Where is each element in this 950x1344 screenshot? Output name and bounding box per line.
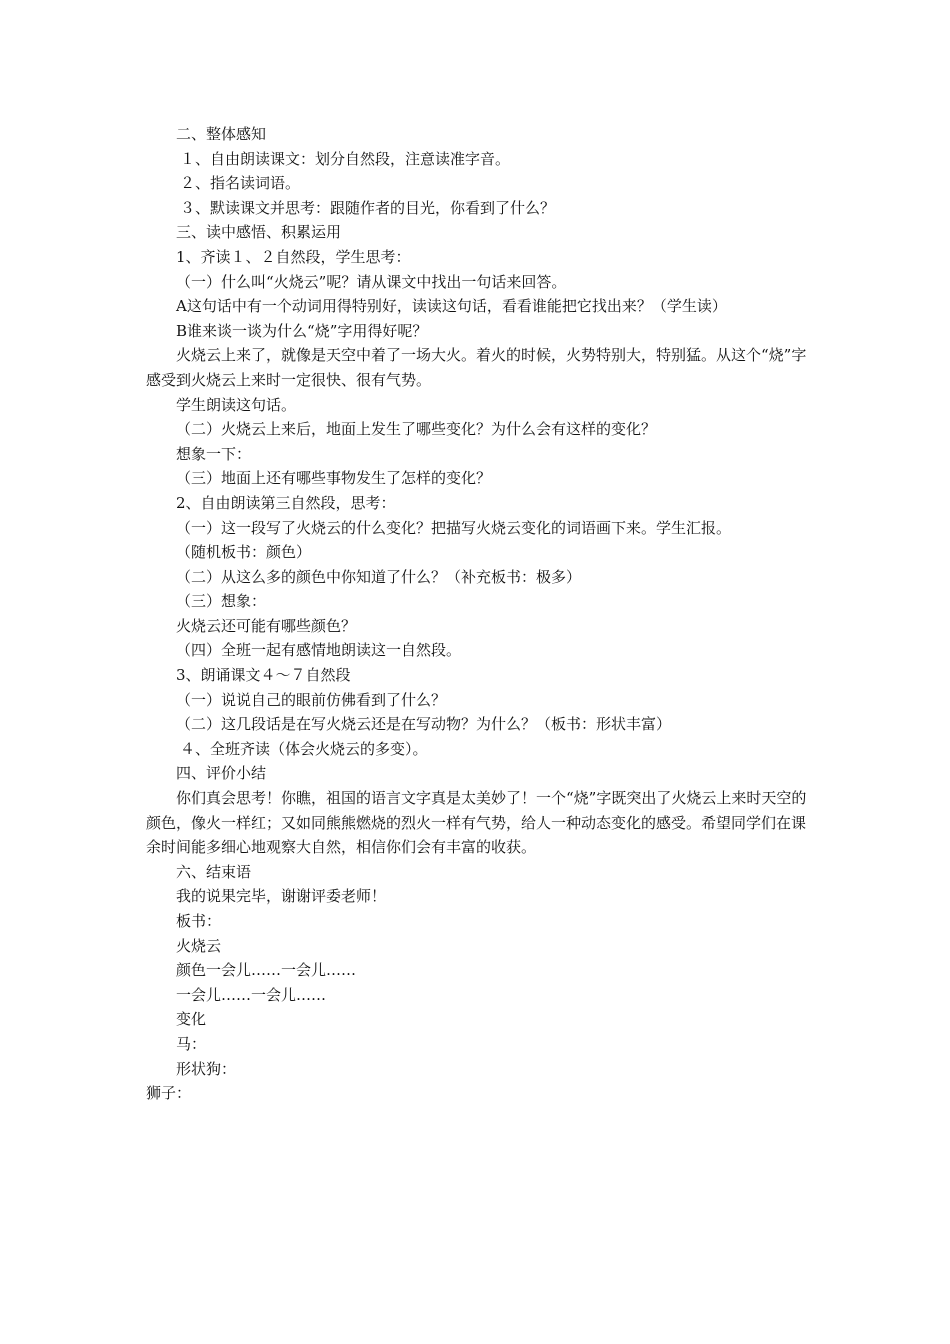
board-item: 一会儿……一会儿…… <box>176 985 327 1004</box>
list-item: （三）地面上还有哪些事物发生了怎样的变化？ <box>176 469 492 488</box>
paragraph: 你们真会思考！你瞧，祖国的语言文字真是太美妙了！一个“烧”字既突出了火烧云上来时天空的颜色，像火一样红；又如同熊熊燃烧的烈火一样有气势，给人一种动态变化的感受。希望同学们在课余时间能多细心地观察大自然，相信你们会有丰富的收获。 <box>146 789 807 857</box>
section-heading-overall-perception: 二、整体感知 <box>176 125 267 143</box>
list-item: （随机板书：颜色） <box>176 543 312 562</box>
section-heading-reading-comprehension: 三、读中感悟、积累运用 <box>176 223 342 242</box>
list-item: （三）想象： <box>176 592 267 611</box>
list-item: 想象一下： <box>176 444 252 463</box>
list-item: ２、指名读词语。 <box>180 174 301 193</box>
list-item: （一）说说自己的眼前仿佛看到了什么？ <box>176 690 447 709</box>
list-item: 1、齐读１、２自然段，学生思考： <box>176 247 411 266</box>
list-item: B谁来谈一谈为什么“烧”字用得好呢？ <box>176 321 428 340</box>
board-item: 变化 <box>176 1010 207 1029</box>
board-heading: 板书： <box>176 912 222 930</box>
list-item: A这句话中有一个动词用得特别好，读读这句话，看看谁能把它找出来？（学生读） <box>176 297 727 316</box>
section-heading-summary: 四、评价小结 <box>176 764 267 783</box>
board-item: 狮子： <box>146 1084 192 1103</box>
paragraph: 火烧云上来了，就像是天空中着了一场大火。着火的时候，火势特别大，特别猛。从这个“烧”字感受到火烧云上来时一定很快、很有气势。 <box>146 346 807 389</box>
list-item: （四）全班一起有感情地朗读这一自然段。 <box>176 641 462 660</box>
list-item: 学生朗读这句话。 <box>176 395 297 414</box>
list-item: ３、默读课文并思考：跟随作者的目光，你看到了什么？ <box>180 198 556 217</box>
list-item: （二）火烧云上来后，地面上发生了哪些变化？为什么会有这样的变化？ <box>176 420 657 439</box>
list-item: （一）这一段写了火烧云的什么变化？把描写火烧云变化的词语画下来。学生汇报。 <box>176 518 732 537</box>
list-item: （一）什么叫“火烧云”呢？请从课文中找出一句话来回答。 <box>176 272 567 291</box>
list-item: 火烧云还可能有哪些颜色？ <box>176 616 357 635</box>
list-item: １、自由朗读课文：划分自然段，注意读准字音。 <box>180 149 511 168</box>
document-body <box>146 122 816 1106</box>
list-item: （二）从这么多的颜色中你知道了什么？（补充板书：极多） <box>176 567 582 586</box>
board-item: 马： <box>176 1034 207 1053</box>
board-item: 形状狗： <box>176 1059 237 1078</box>
list-item: 2、自由朗读第三自然段，思考： <box>176 493 396 512</box>
list-item: 3、朗诵课文４～７自然段 <box>176 666 351 685</box>
list-item: ４、全班齐读（体会火烧云的多变）。 <box>180 739 428 758</box>
list-item: （二）这几段话是在写火烧云还是在写动物？为什么？（板书：形状丰富） <box>176 715 672 734</box>
board-item: 颜色一会儿……一会儿…… <box>176 961 357 980</box>
section-heading-closing: 六、结束语 <box>176 862 252 881</box>
list-item: 我的说果完毕，谢谢评委老师！ <box>176 887 387 906</box>
board-item: 火烧云 <box>176 936 222 955</box>
